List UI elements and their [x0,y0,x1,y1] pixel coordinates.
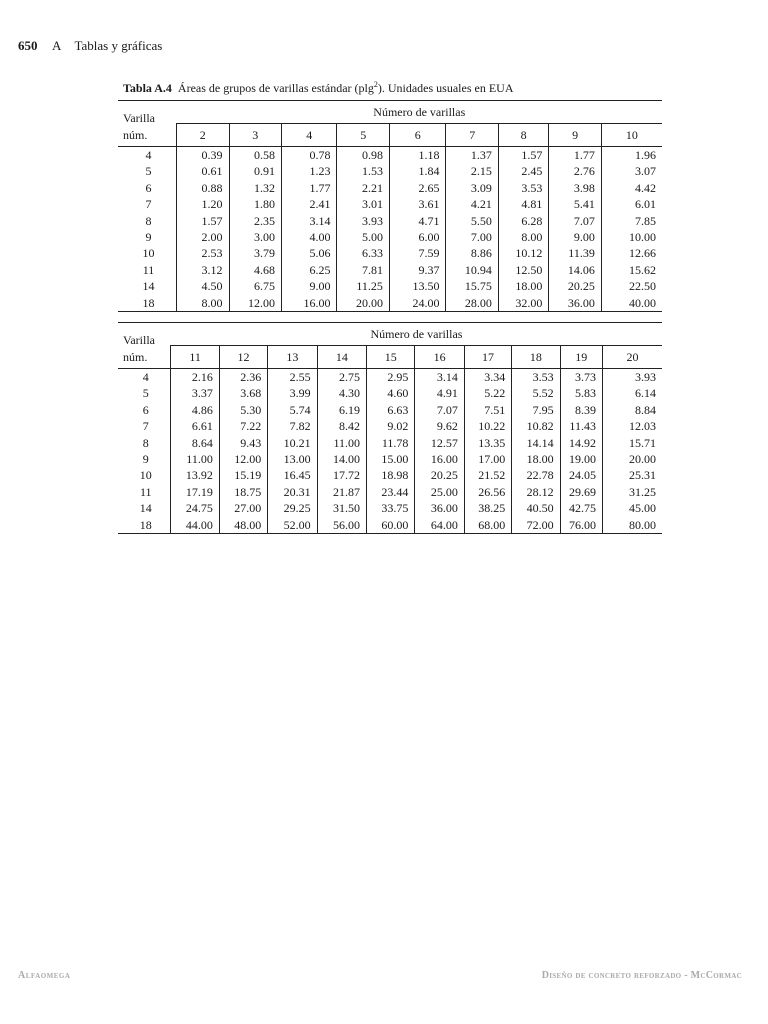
area-cell: 18.00 [498,278,548,294]
area-cell: 0.61 [177,163,229,179]
area-cell: 3.12 [177,262,229,278]
area-cell: 26.56 [464,484,511,500]
table-row [118,517,662,534]
book-title-footer: Diseño de concreto reforzado - McCormac [541,970,742,981]
area-cell: 40.00 [601,295,662,312]
table-row [118,451,662,467]
row-header-line1: Varilla [123,333,155,348]
area-cell: 5.22 [464,385,511,401]
area-cell: 4.68 [229,262,281,278]
area-cell: 20.00 [337,295,389,312]
area-cell: 0.39 [177,147,229,164]
column-header: 6 [389,124,446,147]
area-cell: 1.37 [446,147,498,164]
bar-size-cell: 8 [142,435,149,450]
area-cell: 1.80 [229,196,281,212]
area-cell: 20.00 [602,451,662,467]
area-cell: 1.20 [177,196,229,212]
bar-size-cell: 11 [139,484,152,499]
row-header [118,323,171,369]
table-row [118,278,662,294]
area-cell: 12.66 [601,245,662,261]
area-cell: 18.98 [367,467,415,483]
area-cell: 0.58 [229,147,281,164]
area-cell: 2.76 [549,163,601,179]
area-cell: 9.02 [367,418,415,434]
area-cell: 10.94 [446,262,498,278]
bar-size-cell: 18 [118,295,177,312]
area-cell: 8.64 [171,435,219,451]
area-cell: 8.39 [560,402,602,418]
area-cell: 15.19 [219,467,267,483]
area-cell: 3.01 [337,196,389,212]
area-cell: 80.00 [602,517,662,534]
table-label: Tabla A.4 [123,81,172,95]
table-row [118,147,662,164]
area-cell: 7.07 [415,402,464,418]
area-cell: 7.00 [446,229,498,245]
area-cell: 17.19 [171,484,219,500]
area-cell: 3.79 [229,245,281,261]
area-cell: 36.00 [415,500,464,516]
area-cell: 12.50 [498,262,548,278]
area-cell: 2.53 [177,245,229,261]
area-cell: 6.28 [498,213,548,229]
area-cell: 2.21 [337,180,389,196]
area-cell: 1.84 [389,163,446,179]
area-cell: 68.00 [464,517,511,534]
area-cell: 2.75 [317,369,366,386]
area-cell: 13.35 [464,435,511,451]
publisher-footer: Alfaomega [18,970,71,981]
area-cell: 6.75 [229,278,281,294]
area-cell: 5.06 [281,245,337,261]
area-cell: 23.44 [367,484,415,500]
table-caption [123,80,514,96]
area-cell: 10.12 [498,245,548,261]
group-header: Número de varillas [177,101,662,124]
area-cell: 1.23 [281,163,337,179]
area-cell: 38.25 [464,500,511,516]
area-cell: 5.41 [549,196,601,212]
area-cell: 7.81 [337,262,389,278]
area-cell: 3.53 [512,369,560,386]
table-row [118,180,662,196]
area-cell: 3.14 [281,213,337,229]
area-cell: 16.00 [415,451,464,467]
area-cell: 15.62 [601,262,662,278]
area-cell: 4.91 [415,385,464,401]
column-header: 2 [177,124,229,147]
area-cell: 8.00 [498,229,548,245]
area-cell: 48.00 [219,517,267,534]
area-cell: 36.00 [549,295,601,312]
column-header: 20 [602,346,662,369]
area-cell: 16.00 [281,295,337,312]
area-cell: 1.77 [549,147,601,164]
area-cell: 8.42 [317,418,366,434]
rebar-area-table-1 [118,100,662,312]
area-cell: 27.00 [219,500,267,516]
area-cell: 4.86 [171,402,219,418]
area-cell: 5.83 [560,385,602,401]
area-cell: 4.50 [177,278,229,294]
column-header: 19 [560,346,602,369]
row-header-line2: núm. [123,349,148,364]
caption-superscript: 2 [373,80,378,89]
area-cell: 5.30 [219,402,267,418]
area-cell: 3.14 [415,369,464,386]
area-cell: 2.35 [229,213,281,229]
area-cell: 22.50 [601,278,662,294]
running-head [18,38,162,54]
area-cell: 11.39 [549,245,601,261]
row-header-line2: núm. [123,127,148,142]
area-cell: 12.00 [229,295,281,312]
area-cell: 6.25 [281,262,337,278]
area-cell: 4.81 [498,196,548,212]
area-cell: 12.03 [602,418,662,434]
table-row [118,418,662,434]
column-header: 11 [171,346,219,369]
area-cell: 2.45 [498,163,548,179]
area-cell: 3.93 [337,213,389,229]
table-row [118,213,662,229]
area-cell: 3.68 [219,385,267,401]
area-cell: 3.53 [498,180,548,196]
area-cell: 3.00 [229,229,281,245]
column-header: 16 [415,346,464,369]
bar-size-cell: 5 [145,164,152,179]
column-header: 9 [549,124,601,147]
area-cell: 28.00 [446,295,498,312]
area-cell: 0.88 [177,180,229,196]
area-cell: 7.51 [464,402,511,418]
table-row [118,262,662,278]
area-cell: 5.74 [268,402,317,418]
area-cell: 1.96 [601,147,662,164]
table-row [118,369,662,386]
row-header [118,101,177,147]
bar-size-cell: 4 [145,148,152,162]
table-row [118,295,662,312]
chapter-letter: A [52,38,62,53]
area-cell: 5.00 [337,229,389,245]
bar-size-cell: 7 [145,197,152,212]
column-header: 8 [498,124,548,147]
area-cell: 5.50 [446,213,498,229]
area-cell: 45.00 [602,500,662,516]
area-cell: 12.00 [219,451,267,467]
area-cell: 21.87 [317,484,366,500]
area-cell: 1.77 [281,180,337,196]
area-cell: 11.78 [367,435,415,451]
rebar-area-table-2 [118,322,662,534]
area-cell: 22.78 [512,467,560,483]
column-header: 5 [337,124,389,147]
area-cell: 4.21 [446,196,498,212]
table-row [118,385,662,401]
area-cell: 29.69 [560,484,602,500]
area-cell: 6.00 [389,229,446,245]
table-row [118,163,662,179]
table-row [118,467,662,483]
area-cell: 1.32 [229,180,281,196]
area-cell: 6.63 [367,402,415,418]
area-cell: 0.98 [337,147,389,164]
area-cell: 6.19 [317,402,366,418]
bar-size-cell: 10 [142,246,155,261]
area-cell: 4.30 [317,385,366,401]
area-cell: 3.99 [268,385,317,401]
area-cell: 7.22 [219,418,267,434]
area-cell: 31.25 [602,484,662,500]
area-cell: 7.85 [601,213,662,229]
area-cell: 7.07 [549,213,601,229]
area-cell: 52.00 [268,517,317,534]
area-cell: 4.42 [601,180,662,196]
table-row [118,229,662,245]
area-cell: 3.07 [601,163,662,179]
area-cell: 6.61 [171,418,219,434]
area-cell: 3.34 [464,369,511,386]
caption-text-after: ). Unidades usuales en EUA [377,81,514,95]
area-cell: 14.14 [512,435,560,451]
column-header: 10 [601,124,662,147]
area-cell: 8.84 [602,402,662,418]
area-cell: 14.92 [560,435,602,451]
area-cell: 3.37 [171,385,219,401]
bar-size-cell: 14 [142,279,155,294]
group-header: Número de varillas [171,323,662,346]
bar-size-cell: 4 [142,370,149,384]
area-cell: 9.00 [281,278,337,294]
area-cell: 20.31 [268,484,317,500]
area-cell: 7.82 [268,418,317,434]
area-cell: 21.52 [464,467,511,483]
area-cell: 3.93 [602,369,662,386]
area-cell: 14.00 [317,451,366,467]
area-cell: 2.16 [171,369,219,386]
area-cell: 3.73 [560,369,602,386]
area-cell: 2.15 [446,163,498,179]
area-cell: 17.72 [317,467,366,483]
column-header: 15 [367,346,415,369]
area-cell: 16.45 [268,467,317,483]
area-cell: 1.57 [498,147,548,164]
table-row [118,484,662,500]
area-cell: 42.75 [560,500,602,516]
table-row [118,196,662,212]
area-cell: 11.00 [171,451,219,467]
area-cell: 17.00 [464,451,511,467]
area-cell: 25.31 [602,467,662,483]
area-cell: 2.36 [219,369,267,386]
bar-size-cell: 8 [145,213,152,228]
area-cell: 20.25 [549,278,601,294]
column-header: 13 [268,346,317,369]
area-cell: 13.92 [171,467,219,483]
bar-size-cell: 6 [142,402,149,417]
area-cell: 13.00 [268,451,317,467]
area-cell: 0.78 [281,147,337,164]
area-cell: 28.12 [512,484,560,500]
area-cell: 4.60 [367,385,415,401]
area-cell: 6.14 [602,385,662,401]
area-cell: 1.53 [337,163,389,179]
page-number: 650 [18,38,38,53]
bar-size-cell: 18 [118,517,171,534]
area-cell: 2.55 [268,369,317,386]
area-cell: 60.00 [367,517,415,534]
area-cell: 2.41 [281,196,337,212]
column-header: 17 [464,346,511,369]
area-cell: 1.57 [177,213,229,229]
bar-size-cell: 6 [145,180,152,195]
table-row [118,500,662,516]
area-cell: 8.00 [177,295,229,312]
area-cell: 11.25 [337,278,389,294]
area-cell: 12.57 [415,435,464,451]
area-cell: 24.00 [389,295,446,312]
area-cell: 3.98 [549,180,601,196]
area-cell: 31.50 [317,500,366,516]
area-cell: 15.00 [367,451,415,467]
bar-size-cell: 11 [142,262,155,277]
area-cell: 29.25 [268,500,317,516]
bar-size-cell: 14 [139,501,152,516]
area-cell: 76.00 [560,517,602,534]
area-cell: 10.22 [464,418,511,434]
area-cell: 9.43 [219,435,267,451]
column-header: 18 [512,346,560,369]
chapter-title: Tablas y gráficas [74,38,163,53]
area-cell: 2.65 [389,180,446,196]
area-cell: 10.21 [268,435,317,451]
area-cell: 20.25 [415,467,464,483]
table-row [118,245,662,261]
area-cell: 18.00 [512,451,560,467]
area-cell: 2.00 [177,229,229,245]
area-cell: 9.00 [549,229,601,245]
area-cell: 33.75 [367,500,415,516]
area-cell: 15.71 [602,435,662,451]
bar-size-cell: 5 [142,386,149,401]
area-cell: 72.00 [512,517,560,534]
area-cell: 4.00 [281,229,337,245]
area-cell: 9.62 [415,418,464,434]
area-cell: 6.01 [601,196,662,212]
column-header: 14 [317,346,366,369]
area-cell: 7.59 [389,245,446,261]
bar-size-cell: 9 [145,230,152,245]
row-header-line1: Varilla [123,111,155,126]
area-cell: 4.71 [389,213,446,229]
area-cell: 3.09 [446,180,498,196]
area-cell: 11.00 [317,435,366,451]
area-cell: 14.06 [549,262,601,278]
area-cell: 25.00 [415,484,464,500]
area-cell: 2.95 [367,369,415,386]
bar-size-cell: 10 [139,468,152,483]
column-header: 3 [229,124,281,147]
area-cell: 13.50 [389,278,446,294]
area-cell: 24.05 [560,467,602,483]
area-cell: 40.50 [512,500,560,516]
area-cell: 8.86 [446,245,498,261]
column-header: 7 [446,124,498,147]
area-cell: 9.37 [389,262,446,278]
table-row [118,402,662,418]
area-cell: 7.95 [512,402,560,418]
area-cell: 11.43 [560,418,602,434]
area-cell: 1.18 [389,147,446,164]
area-cell: 44.00 [171,517,219,534]
area-cell: 3.61 [389,196,446,212]
caption-text-before: Áreas de grupos de varillas estándar (plg [177,81,374,95]
area-cell: 24.75 [171,500,219,516]
area-cell: 10.00 [601,229,662,245]
area-cell: 0.91 [229,163,281,179]
area-cell: 5.52 [512,385,560,401]
area-cell: 64.00 [415,517,464,534]
area-cell: 56.00 [317,517,366,534]
column-header: 12 [219,346,267,369]
column-header: 4 [281,124,337,147]
table-row [118,435,662,451]
area-cell: 18.75 [219,484,267,500]
area-cell: 19.00 [560,451,602,467]
area-cell: 10.82 [512,418,560,434]
bar-size-cell: 7 [142,419,149,434]
area-cell: 15.75 [446,278,498,294]
bar-size-cell: 9 [142,452,149,467]
area-cell: 32.00 [498,295,548,312]
area-cell: 6.33 [337,245,389,261]
